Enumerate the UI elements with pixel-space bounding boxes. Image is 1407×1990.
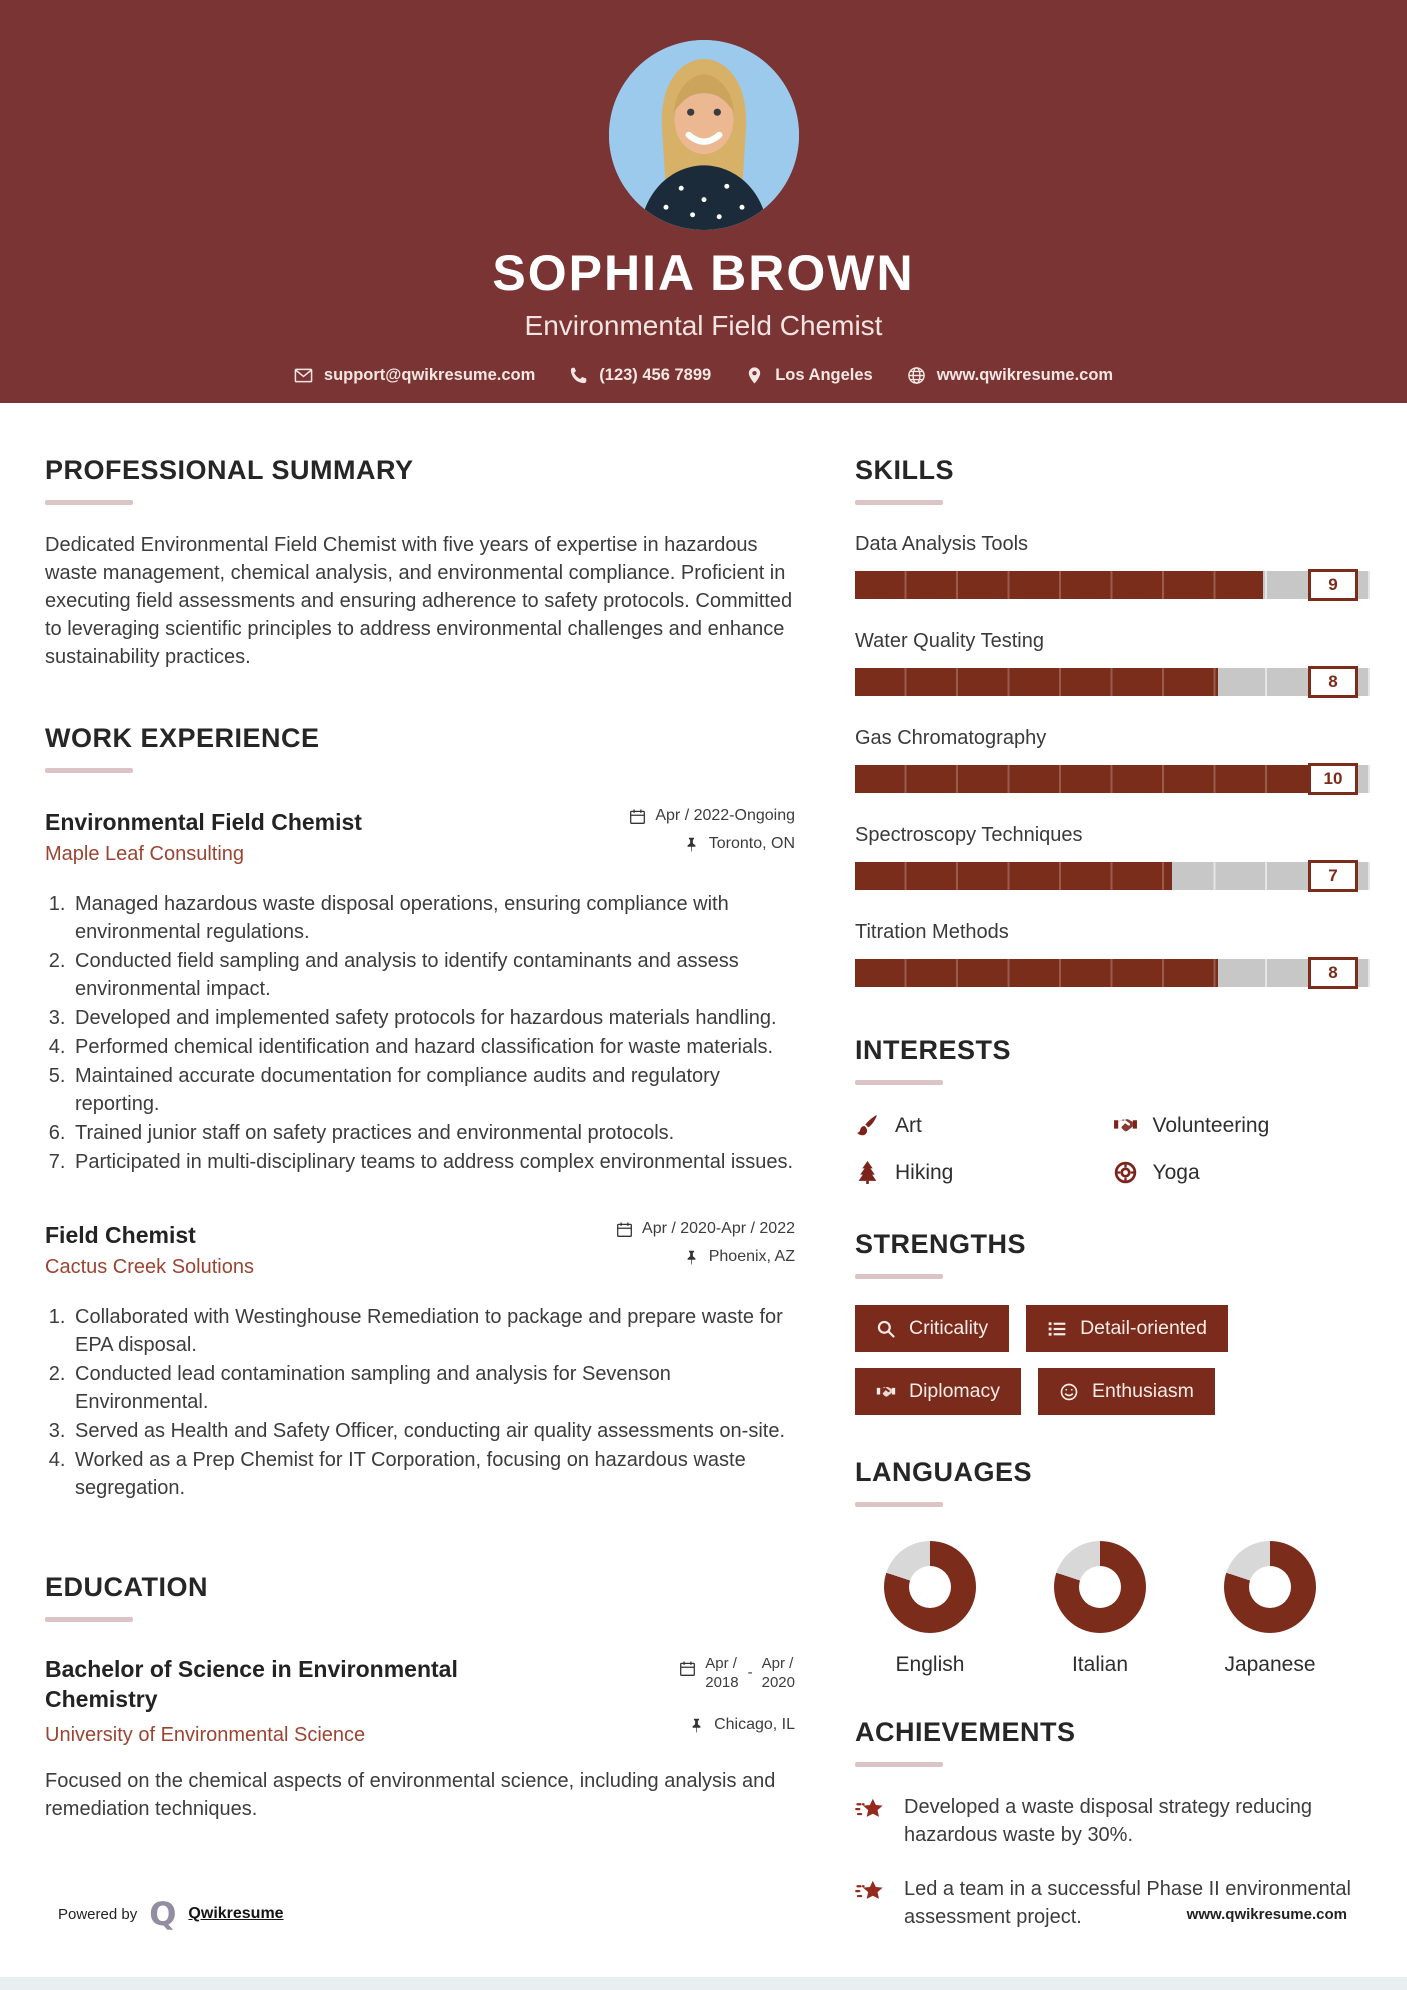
powered-by-label: Powered by xyxy=(58,1905,138,1923)
strength-chip-enthusiasm xyxy=(1038,1368,1215,1415)
main-content xyxy=(0,403,1407,1983)
interest-hiking xyxy=(855,1160,1113,1185)
interest-yoga xyxy=(1113,1160,1371,1185)
handshake-icon xyxy=(1113,1113,1138,1138)
section-title-strengths: STRENGTHS xyxy=(855,1229,1027,1259)
location-pin-icon xyxy=(745,366,764,385)
job-company: Maple Leaf Consulting xyxy=(45,843,245,865)
contact-location xyxy=(745,366,873,385)
skill-label: Data Analysis Tools xyxy=(855,533,1029,555)
footer-branding xyxy=(58,1893,284,1935)
language-label: Japanese xyxy=(1224,1653,1316,1676)
achievement-item xyxy=(855,1793,1370,1849)
interest-volunteering xyxy=(1113,1113,1371,1138)
job-bullet: 2. Conducted field sampling and analysis to identify contaminants and assess environmental impact. xyxy=(71,947,795,1003)
avatar xyxy=(609,40,799,230)
education-date-end: Apr / 2020 xyxy=(761,1655,795,1691)
job-dates: Apr / 2022-Ongoing xyxy=(655,807,795,824)
job-company: Cactus Creek Solutions xyxy=(45,1256,254,1278)
section-rule xyxy=(855,1274,943,1279)
skill-bar xyxy=(855,860,1370,892)
list-icon xyxy=(1047,1319,1067,1339)
achievement-text: Developed a waste disposal strategy reducing hazardous waste by 30%. xyxy=(904,1796,1313,1846)
strength-chip-criticality xyxy=(855,1305,1009,1352)
interest-label: Art xyxy=(895,1113,922,1137)
skill-score-badge: 10 xyxy=(1308,763,1358,795)
work-experience-section xyxy=(45,723,795,1502)
skill-bar xyxy=(855,569,1370,601)
job-headline: Environmental Field Chemist xyxy=(524,310,883,341)
job-bullet-list xyxy=(45,1303,795,1502)
section-title-languages: LANGUAGES xyxy=(855,1457,1033,1487)
job-bullet: 7. Participated in multi-disciplinary teams to address complex environmental issues. xyxy=(71,1148,795,1176)
professional-summary-section xyxy=(45,455,795,671)
section-rule xyxy=(45,1617,133,1622)
skill-label: Spectroscopy Techniques xyxy=(855,824,1083,846)
job-bullet: 4. Performed chemical identification and hazard classification for waste materials. xyxy=(71,1033,795,1061)
job-entry xyxy=(45,1220,795,1502)
skill-score-badge: 8 xyxy=(1308,666,1358,698)
section-rule xyxy=(855,500,943,505)
language-italian xyxy=(1025,1541,1175,1677)
pushpin-icon xyxy=(683,1249,700,1266)
skill-row xyxy=(855,727,1370,795)
contact-email-label: support@qwikresume.com xyxy=(323,366,536,384)
job-title: Field Chemist xyxy=(45,1222,196,1248)
calendar-icon xyxy=(629,808,646,825)
job-meta xyxy=(629,807,795,863)
shooting-star-icon xyxy=(855,1795,887,1827)
job-meta xyxy=(616,1220,795,1276)
language-donut-chart xyxy=(884,1541,976,1633)
skill-bar-fill xyxy=(855,959,1218,987)
calendar-icon xyxy=(679,1660,696,1677)
skill-bar xyxy=(855,763,1370,795)
job-bullet: 1. Collaborated with Westinghouse Remediation to package and prepare waste for EPA disposal. xyxy=(71,1303,795,1359)
pushpin-icon xyxy=(688,1717,705,1734)
strength-label: Enthusiasm xyxy=(1092,1380,1194,1402)
qwikresume-logo: Q xyxy=(149,1895,177,1933)
pine-tree-icon xyxy=(855,1160,880,1185)
section-title-work: WORK EXPERIENCE xyxy=(45,723,320,753)
job-bullet: 4. Worked as a Prep Chemist for IT Corporation, focusing on hazardous waste segregation. xyxy=(71,1446,795,1502)
section-rule xyxy=(855,1762,943,1767)
contact-website[interactable] xyxy=(907,366,1113,385)
section-title-interests: INTERESTS xyxy=(855,1035,1012,1065)
job-bullet: 6. Trained junior staff on safety practices and environmental protocols. xyxy=(71,1119,795,1147)
strength-label: Detail-oriented xyxy=(1080,1317,1207,1339)
education-meta xyxy=(679,1654,795,1744)
job-bullet: 3. Developed and implemented safety protocols for hazardous materials handling. xyxy=(71,1004,795,1032)
section-title-summary: PROFESSIONAL SUMMARY xyxy=(45,455,414,485)
language-label: English xyxy=(895,1653,965,1676)
contact-location-label: Los Angeles xyxy=(775,366,873,384)
skill-row xyxy=(855,921,1370,989)
smiley-icon xyxy=(1059,1382,1079,1402)
job-bullet: 3. Served as Health and Safety Officer, conducting air quality assessments on-site. xyxy=(71,1417,795,1445)
school-name: University of Environmental Science xyxy=(45,1724,366,1746)
job-location: Toronto, ON xyxy=(708,835,795,852)
language-japanese xyxy=(1195,1541,1345,1677)
qwikresume-link[interactable]: Qwikresume xyxy=(188,1905,284,1922)
summary-text: Dedicated Environmental Field Chemist with five years of expertise in hazardous waste management, chemical analysis, and environmental compliance. Proficient in executing field assessments and ensuring adherence to safety protocols. Committed to leveraging scientific principles to address environmental challenges and enhance sustainability practices. xyxy=(45,534,793,668)
strength-label: Diplomacy xyxy=(909,1380,1001,1402)
degree-title: Bachelor of Science in Environmental Chemistry xyxy=(45,1656,458,1712)
calendar-icon xyxy=(616,1221,633,1238)
education-description: Focused on the chemical aspects of environmental science, including analysis and remediation techniques. xyxy=(45,1770,776,1820)
language-english xyxy=(855,1541,1005,1677)
languages-section xyxy=(855,1457,1370,1677)
contact-email[interactable] xyxy=(294,366,535,385)
strengths-list xyxy=(855,1305,1370,1415)
contact-phone xyxy=(569,366,711,385)
section-rule xyxy=(855,1502,943,1507)
skill-bar xyxy=(855,666,1370,698)
header xyxy=(0,0,1407,403)
job-title: Environmental Field Chemist xyxy=(45,809,362,835)
skill-label: Water Quality Testing xyxy=(855,630,1044,652)
footer-website-link[interactable]: www.qwikresume.com xyxy=(1186,1906,1347,1923)
interest-art xyxy=(855,1113,1113,1138)
contact-row xyxy=(294,366,1113,385)
profile-photo-placeholder xyxy=(609,40,799,230)
paintbrush-icon xyxy=(855,1113,880,1138)
achievement-text: Led a team in a successful Phase II environmental assessment project. xyxy=(904,1878,1351,1928)
job-location: Phoenix, AZ xyxy=(708,1248,795,1265)
interests-grid xyxy=(855,1113,1370,1185)
education-location: Chicago, IL xyxy=(714,1716,795,1733)
education-dates xyxy=(679,1654,795,1692)
skill-score-badge: 9 xyxy=(1308,569,1358,601)
mail-icon xyxy=(294,366,313,385)
skill-score-badge: 7 xyxy=(1308,860,1358,892)
achievements-section xyxy=(855,1717,1370,1931)
section-rule xyxy=(45,768,133,773)
skill-row xyxy=(855,533,1370,601)
strength-chip-diplomacy xyxy=(855,1368,1021,1415)
language-label: Italian xyxy=(1071,1653,1129,1676)
skill-bar-fill xyxy=(855,862,1172,890)
phone-icon xyxy=(569,366,588,385)
job-entry xyxy=(45,807,795,1176)
globe-icon xyxy=(907,366,926,385)
section-title-achievements: ACHIEVEMENTS xyxy=(855,1717,1076,1747)
section-rule xyxy=(45,500,133,505)
section-rule xyxy=(855,1080,943,1085)
lifebuoy-icon xyxy=(1113,1160,1138,1185)
education-section xyxy=(45,1572,795,1823)
skill-row xyxy=(855,824,1370,892)
education-entry xyxy=(45,1654,795,1823)
right-column xyxy=(855,455,1370,1983)
language-donut-chart xyxy=(1054,1541,1146,1633)
strength-label: Criticality xyxy=(909,1317,989,1339)
interest-label: Yoga xyxy=(1152,1160,1200,1184)
contact-website-label: www.qwikresume.com xyxy=(936,366,1114,384)
skill-row xyxy=(855,630,1370,698)
skill-score-badge: 8 xyxy=(1308,957,1358,989)
strengths-section xyxy=(855,1229,1370,1415)
left-column xyxy=(45,455,795,1983)
interest-label: Hiking xyxy=(895,1160,954,1184)
education-date-separator: - xyxy=(747,1664,753,1681)
job-dates: Apr / 2020-Apr / 2022 xyxy=(642,1220,795,1237)
skill-bar-fill xyxy=(855,571,1263,599)
contact-phone-label: (123) 456 7899 xyxy=(599,366,712,384)
languages-list xyxy=(855,1541,1370,1677)
section-title-skills: SKILLS xyxy=(855,455,955,485)
skills-section xyxy=(855,455,1370,989)
pushpin-icon xyxy=(683,836,700,853)
job-bullet-list xyxy=(45,890,795,1176)
job-bullet: 5. Maintained accurate documentation for compliance audits and regulatory reporting. xyxy=(71,1062,795,1118)
strength-chip-detail-oriented xyxy=(1026,1305,1228,1352)
skill-label: Titration Methods xyxy=(855,921,1009,943)
education-date-start: Apr / 2018 xyxy=(705,1655,739,1691)
skill-label: Gas Chromatography xyxy=(855,727,1047,749)
name-heading: SOPHIA BROWN xyxy=(492,245,915,301)
magnifier-icon xyxy=(876,1319,896,1339)
section-title-education: EDUCATION xyxy=(45,1572,208,1602)
language-donut-chart xyxy=(1224,1541,1316,1633)
job-bullet: 2. Conducted lead contamination sampling and analysis for Sevenson Environmental. xyxy=(71,1360,795,1416)
interests-section xyxy=(855,1035,1370,1185)
skill-bar-fill xyxy=(855,668,1218,696)
interest-label: Volunteering xyxy=(1152,1113,1270,1137)
shooting-star-icon xyxy=(855,1877,887,1909)
skill-bar-fill xyxy=(855,765,1308,793)
skill-bar xyxy=(855,957,1370,989)
job-bullet: 1. Managed hazardous waste disposal operations, ensuring compliance with environmental regulations. xyxy=(71,890,795,946)
page-bottom-strip xyxy=(0,1977,1407,1990)
handshake-icon xyxy=(876,1382,896,1402)
